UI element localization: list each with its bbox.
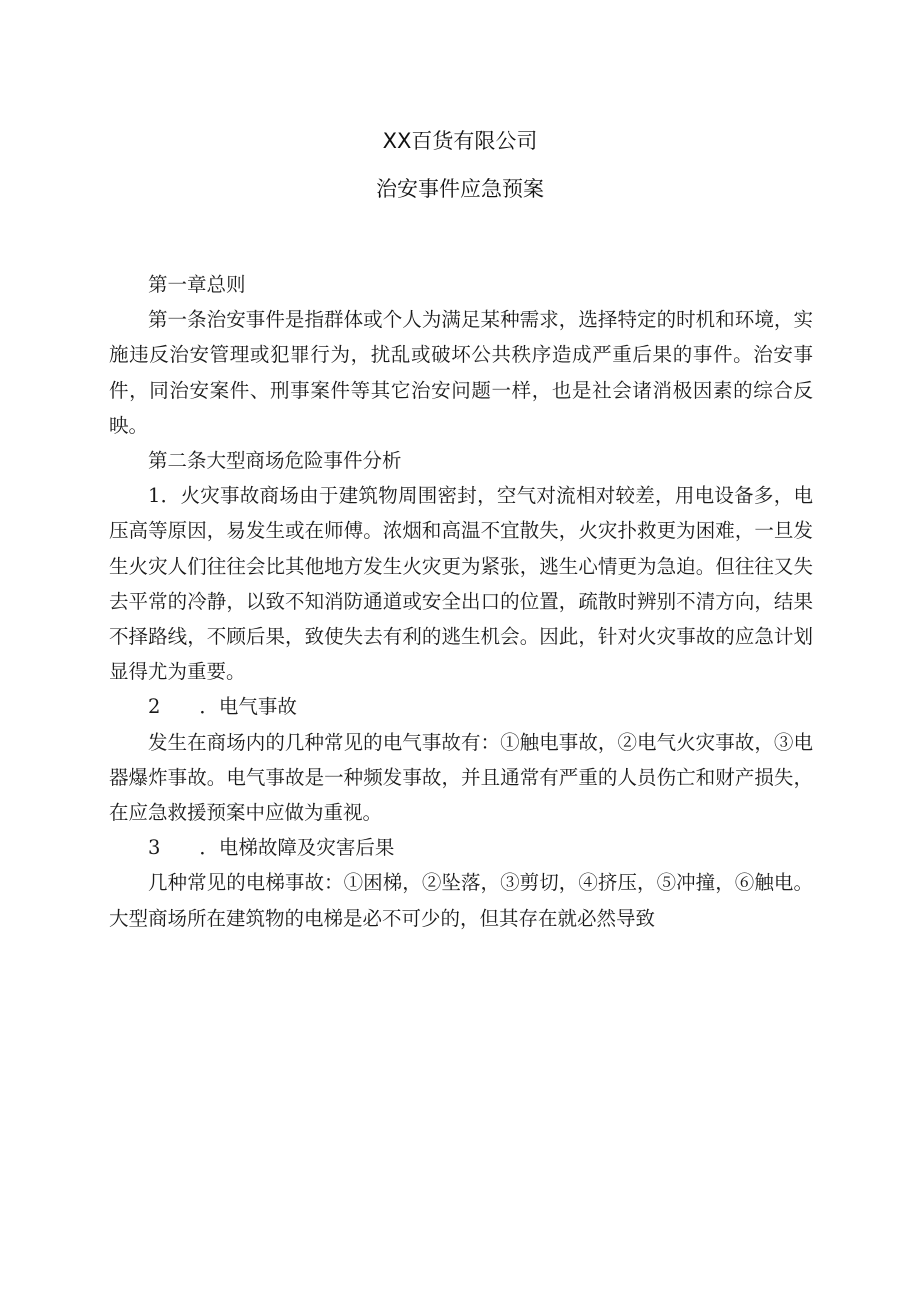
electrical-accident-paragraph: 发生在商场内的几种常见的电气事故有：①触电事故，②电气火灾事故，③电器爆炸事故。电气事故是一种频发事故，并且通常有严重的人员伤亡和财产损失，在应急救援预案中应做为重视。 (109, 730, 813, 825)
fire-accident-paragraph: 1．火灾事故商场由于建筑物周围密封，空气对流相对较差，用电设备多，电压高等原因，易发生或在师傅。浓烟和高温不宜散失，火灾扑救更为困难，一旦发生火灾人们往往会比其他地方发生火灾更为紧张，逃生心情更为急迫。但往往又失去平常的冷静，以致不知消防通道或安全出口的位置，疏散时辨别不清方向，结果不择路线，不顾后果，致使失去有利的逃生机会。因此，针对火灾事故的应急计划显得尤为重要。 (109, 484, 813, 684)
elevator-accident-paragraph: 几种常见的电梯事故：①困梯，②坠落，③剪切，④挤压，⑤冲撞，⑥触电。大型商场所在建筑物的电梯是必不可少的，但其存在就必然导致 (109, 871, 813, 930)
company-title: XX百货有限公司 (382, 129, 538, 153)
article-2-heading: 第二条大型商场危险事件分析 (148, 449, 402, 473)
elevator-fault-heading: 3 ．电梯故障及灾害后果 (148, 836, 395, 860)
document-title: 治安事件应急预案 (376, 177, 544, 201)
document-body (109, 267, 813, 936)
electrical-accident-heading: 2 ．电气事故 (148, 695, 297, 719)
article-1-paragraph: 第一条治安事件是指群体或个人为满足某种需求，选择特定的时机和环境，实施违反治安管理或犯罪行为，扰乱或破坏公共秩序造成严重后果的事件。治安事件，同治安案件、刑事案件等其它治安问题一样，也是社会诸消极因素的综合反映。 (109, 308, 813, 437)
chapter-heading: 第一章总则 (148, 273, 246, 296)
